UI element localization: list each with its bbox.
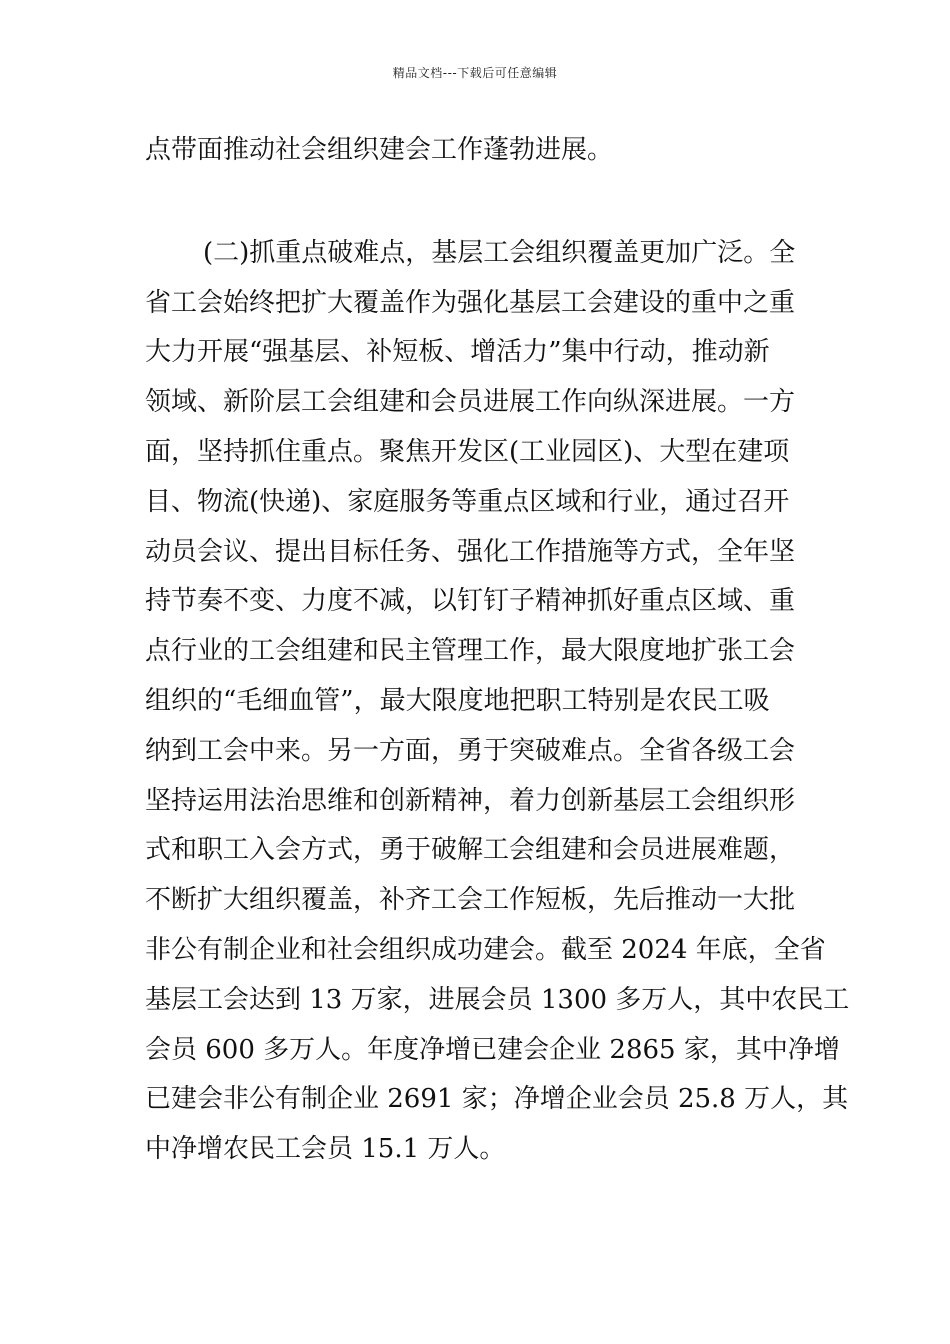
text-line: 大力开展“强基层、补短板、增活力”集中行动，推动新 bbox=[145, 337, 770, 368]
document-body bbox=[145, 126, 850, 1175]
paragraph-gap bbox=[145, 176, 810, 229]
text-line: 不断扩大组织覆盖，补齐工会工作短板，先后推动一大批 bbox=[145, 885, 796, 916]
text-line: 省工会始终把扩大覆盖作为强化基层工会建设的重中之重 bbox=[145, 287, 796, 318]
text-line: 动员会议、提出目标任务、强化工作措施等方式，全年坚 bbox=[145, 536, 796, 567]
text-line: 坚持运用法治思维和创新精神，着力创新基层工会组织形 bbox=[145, 785, 796, 816]
paragraph-1 bbox=[145, 126, 810, 176]
text-line: 非公有制企业和社会组织成功建会。截至 2024 年底，全省 bbox=[145, 934, 826, 965]
text-line: 领域、新阶层工会组建和会员进展工作向纵深进展。一方 bbox=[145, 387, 796, 418]
text-line: 中净增农民工会员 15.1 万人。 bbox=[145, 1134, 506, 1165]
text-line: 点行业的工会组建和民主管理工作，最大限度地扩张工会 bbox=[145, 636, 796, 667]
paragraph-2 bbox=[145, 229, 850, 1175]
text-line: 持节奏不变、力度不减，以钉钉子精神抓好重点区域、重 bbox=[145, 586, 796, 617]
text-line: 纳到工会中来。另一方面，勇于突破难点。全省各级工会 bbox=[145, 735, 796, 766]
text-line: 基层工会达到 13 万家，进展会员 1300 多万人，其中农民工 bbox=[145, 984, 850, 1015]
text-line: 会员 600 多万人。年度净增已建会企业 2865 家，其中净增 bbox=[145, 1034, 840, 1065]
text-line: 点带面推动社会组织建会工作蓬勃进展。 bbox=[145, 135, 614, 165]
text-line: 组织的“毛细血管”，最大限度地把职工特别是农民工吸 bbox=[145, 685, 770, 716]
text-line: 已建会非公有制企业 2691 家；净增企业会员 25.8 万人，其 bbox=[145, 1084, 849, 1115]
text-line: 目、物流(快递)、家庭服务等重点区域和行业，通过召开 bbox=[145, 486, 790, 517]
text-line: (二)抓重点破难点，基层工会组织覆盖更加广泛。全 bbox=[203, 237, 796, 268]
text-line: 面，坚持抓住重点。聚焦开发区(工业园区)、大型在建项 bbox=[145, 436, 790, 467]
text-line: 式和职工入会方式，勇于破解工会组建和会员进展难题， bbox=[145, 835, 796, 866]
page-header: 精品文档---下载后可任意编辑 bbox=[392, 66, 558, 80]
